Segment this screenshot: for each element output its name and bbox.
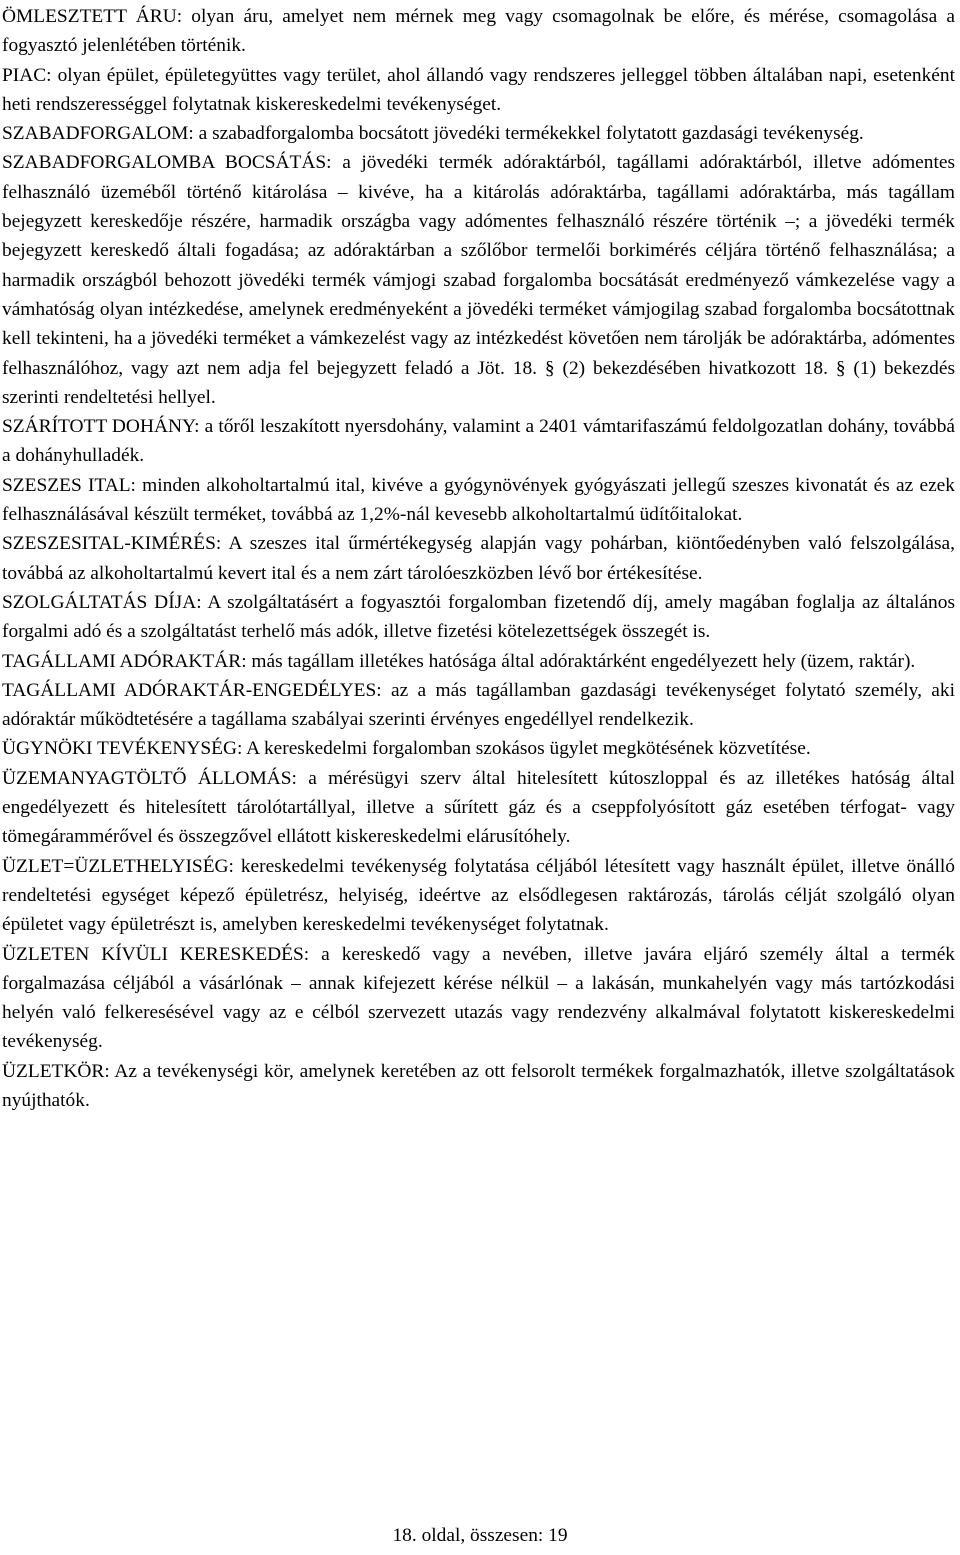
definition-szaritott-dohany: SZÁRÍTOTT DOHÁNY: a tőről leszakított nyersdohány, valamint a 2401 vámtarifaszámú feldolgozatlan dohány, továbbá a dohányhulladék.	[2, 416, 955, 467]
definition-piac: PIAC: olyan épület, épületegyüttes vagy terület, ahol állandó vagy rendszeres jelleggel többen általában napi, esetenként heti rendszerességgel folytatnak kiskereskedelmi tevékenységet.	[2, 64, 955, 115]
definition-uzleten-kivuli-kereskedes: ÜZLETEN KÍVÜLI KERESKEDÉS: a kereskedő vagy a nevében, illetve javára eljáró személy által a termék forgalmazása céljából a vásárlónak – annak kifejezett kérése nélkül – a lakásán, munkahelyén vagy más tartózkodási helyén való felkeresésével vagy az e célból szervezett utazás vagy rendezvény alkalmával folytatott kiskereskedelmi tevékenység.	[2, 943, 955, 1053]
definition-tagallami-adoraktar: TAGÁLLAMI ADÓRAKTÁR: más tagállam illetékes hatósága által adóraktárként engedélyezett hely (üzem, raktár).	[2, 650, 916, 672]
definition-szeszes-ital: SZESZES ITAL: minden alkoholtartalmú ital, kivéve a gyógynövények gyógyászati jellegű szeszes kivonatát és az ezek felhasználásával készült terméket, továbbá az 1,2%-nál kevesebb alkoholtartalmú üdítőitalokat.	[2, 474, 955, 526]
definition-szabadforgalomba-bocsatas: SZABADFORGALOMBA BOCSÁTÁS: a jövedéki termék adóraktárból, tagállami adóraktárból, illetve adómentes felhasználó üzeméből történő kitárolása – kivéve, ha a kitárolás adóraktárba, tagállami adóraktárba, más tagállam bejegyzett kereskedője részére, harmadik országba vagy adómentes felhasználó részére történik –; a jövedéki termék bejegyzett kereskedő általi fogadása; az adóraktárban a szőlőbor termelői borkimérés céljára történő felhasználása; a harmadik országból behozott jövedéki termék vámjogi szabad forgalomba bocsátását eredményező vámkezelése vagy a vámhatóság olyan intézkedése, amelynek eredményeként a jövedéki terméket vámjogilag szabad forgalomba bocsátottnak kell tekinteni, ha a jövedéki terméket a vámkezelést vagy az intézkedést követően nem tárolják be adóraktárba, adómentes felhasználóhoz, vagy azt nem adja fel bejegyzett feladó a Jöt. 18. § (2) bekezdésében hivatkozott 18. § (1) bekezdés szerinti rendeltetési hellyel.	[2, 152, 955, 408]
definition-uzletkor: ÜZLETKÖR: Az a tevékenységi kör, amelynek keretében az ott felsorolt termékek forgalmazhatók, illetve szolgáltatások nyújthatók.	[2, 1060, 955, 1111]
definition-szeszesital-kimeres: SZESZESITAL-KIMÉRÉS: A szeszes ital űrmértékegység alapján vagy pohárban, kiöntőedényben való felszolgálása, továbbá az alkoholtartalmú kevert ital és a nem zárt tárolóeszközben lévő bor értékesítése.	[2, 533, 955, 584]
definition-ugynoki-tevekenyseg: ÜGYNÖKI TEVÉKENYSÉG: A kereskedelmi forgalomban szokásos ügylet megkötésének közvetítése.	[2, 738, 811, 760]
definition-szabadforgalom: SZABADFORGALOM: a szabadforgalomba bocsátott jövedéki termékekkel folytatott gazdasági tevékenység.	[2, 123, 864, 145]
page-number-footer: 18. oldal, összesen: 19	[392, 1525, 568, 1546]
definition-uzemanyagtolto-allomas: ÜZEMANYAGTÖLTŐ ÁLLOMÁS: a mérésügyi szerv által hitelesített kútoszloppal és az illetékes hatóság által engedélyezett és hitelesített tárolótartállyal, illetve a sűrített gáz és a cseppfolyósított gáz esetében térfogat- vagy tömegárammérővel és összegzővel ellátott kiskereskedelmi elárusítóhely.	[2, 767, 955, 848]
document-body	[2, 2, 955, 1115]
definition-szolgaltatas-dija: SZOLGÁLTATÁS DÍJA: A szolgáltatásért a fogyasztói forgalomban fizetendő díj, amely magában foglalja az általános forgalmi adó és a szolgáltatást terhelő más adók, illetve fizetési kötelezettségek összegét is.	[2, 591, 955, 643]
definition-tagallami-adoraktar-engedelyes: TAGÁLLAMI ADÓRAKTÁR-ENGEDÉLYES: az a más tagállamban gazdasági tevékenységet folytató személy, aki adóraktár működtetésére a tagállama szabályai szerinti érvényes engedéllyel rendelkezik.	[2, 679, 955, 731]
definition-uzlet-uzlethelyiseg: ÜZLET=ÜZLETHELYISÉG: kereskedelmi tevékenység folytatása céljából létesített vagy használt épület, illetve önálló rendeltetési egységet képező épületrész, helyiség, ideértve az elsődlegesen raktározás, tárolás célját szolgáló olyan épületet vagy épületrészt is, amelyben kereskedelmi tevékenységet folytatnak.	[2, 855, 955, 936]
definition-omlesztett-aru: ÖMLESZTETT ÁRU: olyan áru, amelyet nem mérnek meg vagy csomagolnak be előre, és mérése, csomagolása a fogyasztó jelenlétében történik.	[2, 6, 955, 57]
